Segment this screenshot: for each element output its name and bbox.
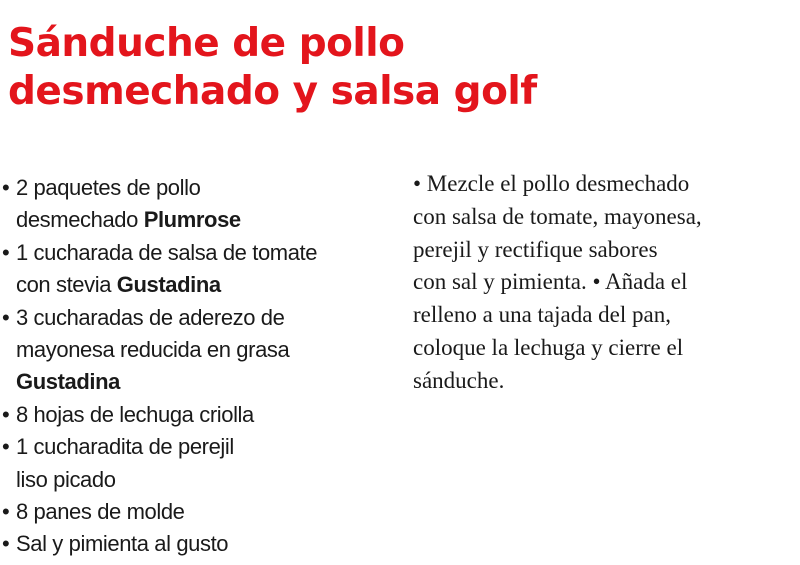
ingredient-item xyxy=(2,528,397,560)
ingredient-text: desmechado xyxy=(16,207,144,233)
ingredient-brand: Plumrose xyxy=(143,207,241,233)
instructions-line: sánduche. xyxy=(413,367,505,393)
bullet-icon: • xyxy=(2,401,10,427)
ingredient-line: 3 cucharadas de aderezo de xyxy=(16,304,285,330)
ingredient-line: 2 paquetes de pollo xyxy=(16,175,201,200)
bullet-icon: • xyxy=(2,434,10,460)
ingredient-line: liso picado xyxy=(16,466,116,492)
ingredient-line: mayonesa reducida en grasa xyxy=(16,337,290,363)
ingredient-line: 8 hojas de lechuga criolla xyxy=(16,401,254,427)
instructions-line: con sal y pimienta. • Añada el xyxy=(413,269,688,295)
instructions-line: relleno a una tajada del pan, xyxy=(413,302,671,328)
ingredient-line: Sal y pimienta al gusto xyxy=(16,531,229,557)
recipe-title-line-1: Sánduche de pollo xyxy=(8,21,405,66)
ingredient-line: 8 panes de molde xyxy=(16,499,185,525)
ingredient-text: con stevia xyxy=(16,272,117,298)
instructions-text xyxy=(413,168,798,398)
ingredient-brand: Gustadina xyxy=(16,369,120,395)
bullet-icon: • xyxy=(2,239,10,265)
ingredient-line xyxy=(16,269,397,301)
bullet-icon: • xyxy=(2,499,10,525)
ingredient-line xyxy=(16,204,397,236)
bullet-icon: • xyxy=(2,531,10,557)
ingredient-line: 1 cucharadita de perejil xyxy=(16,434,234,460)
bullet-icon: • xyxy=(2,175,10,200)
ingredients-list xyxy=(2,172,397,561)
ingredient-item xyxy=(2,237,397,302)
bullet-icon: • xyxy=(2,304,10,330)
ingredient-item xyxy=(2,431,397,496)
instructions-line: perejil y rectifique sabores xyxy=(413,236,658,262)
ingredient-item xyxy=(2,399,397,431)
ingredient-item xyxy=(2,302,397,399)
instructions-line: • Mezcle el pollo desmechado xyxy=(413,171,690,196)
instructions-line: con salsa de tomate, mayonesa, xyxy=(413,203,702,229)
instructions-line: coloque la lechuga y cierre el xyxy=(413,334,684,360)
ingredient-item xyxy=(2,496,397,528)
ingredient-brand: Gustadina xyxy=(116,272,221,298)
ingredient-item xyxy=(2,172,397,237)
ingredient-line: 1 cucharada de salsa de tomate xyxy=(16,239,318,265)
recipe-title-line-2: desmechado y salsa golf xyxy=(8,69,537,114)
recipe-title xyxy=(8,20,768,116)
